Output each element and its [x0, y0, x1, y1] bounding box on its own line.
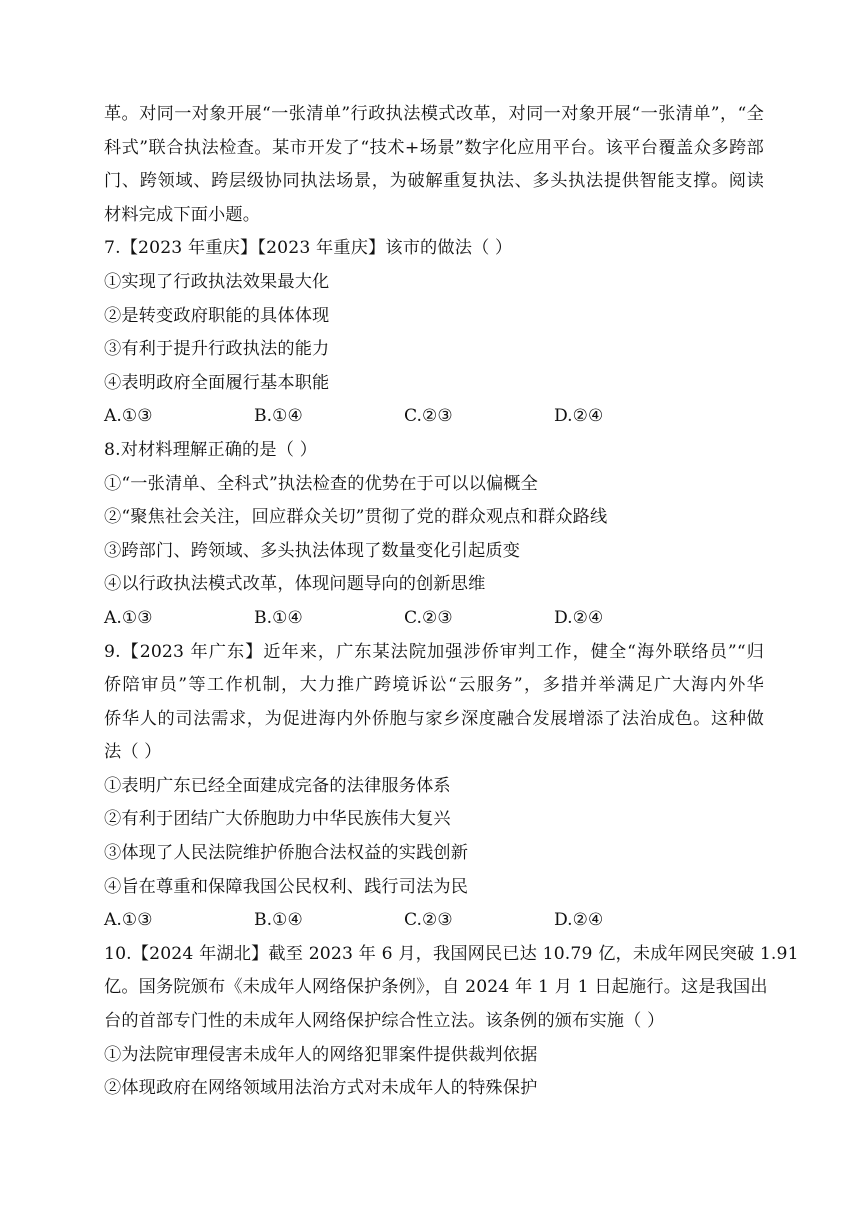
statement-item: ④以行政执法模式改革，体现问题导向的创新思维 — [104, 574, 486, 595]
question-stem: 侨华人的司法需求，为促进海内外侨胞与家乡深度融合发展增添了法治成色。这种做 — [104, 708, 764, 729]
answer-option: D.②④ — [554, 607, 604, 628]
answer-option: D.②④ — [554, 910, 604, 931]
question-stem: 8.对材料理解正确的是（ ） — [104, 439, 318, 460]
statement-item: ②有利于团结广大侨胞助力中华民族伟大复兴 — [104, 809, 451, 830]
answer-options — [104, 602, 764, 636]
question-stem: 9.【2023 年广东】近年来，广东某法院加强涉侨审判工作，健全“海外联络员”“归 — [104, 641, 764, 662]
question-stem: 10.【2024 年湖北】截至 2023 年 6 月，我国网民已达 10.79 亿，未成年网民突破 1.91 — [104, 943, 799, 964]
statement-item: ③跨部门、跨领域、多头执法体现了数量变化引起质变 — [104, 540, 521, 561]
statement-item: ①为法院审理侵害未成年人的网络犯罪案件提供裁判依据 — [104, 1044, 538, 1065]
statement-item: ④表明政府全面履行基本职能 — [104, 372, 330, 393]
statement-item: ②体现政府在网络领域用法治方式对未成年人的特殊保护 — [104, 1078, 538, 1099]
question-stem: 亿。国务院颁布《未成年人网络保护条例》，自 2024 年 1 月 1 日起施行。这是我国出 — [104, 977, 768, 998]
statement-item: ②“聚焦社会关注，回应群众关切”贯彻了党的群众观点和群众路线 — [104, 507, 608, 528]
answer-option: B.①④ — [254, 910, 303, 931]
passage-line: 革。对同一对象开展“一张清单”行政执法模式改革，对同一对象开展“一张清单”，“全 — [104, 104, 764, 124]
passage-line: 门、跨领域、跨层级协同执法场景，为破解重复执法、多头执法提供智能支撑。阅读 — [104, 171, 764, 192]
answer-option: A.①③ — [104, 607, 153, 628]
question-stem: 7.【2023 年重庆】【2023 年重庆】该市的做法（ ） — [104, 238, 513, 259]
answer-option: C.②③ — [404, 406, 453, 427]
statement-item: ①实现了行政执法效果最大化 — [104, 271, 330, 292]
statement-item: ②是转变政府职能的具体体现 — [104, 305, 330, 326]
answer-option: C.②③ — [404, 607, 453, 628]
question-stem: 侨陪审员”等工作机制，大力推广跨境诉讼“云服务”，多措并举满足广大海内外华 — [104, 675, 764, 696]
statement-item: ①表明广东已经全面建成完备的法律服务体系 — [104, 775, 451, 796]
passage-line: 科式”联合执法检查。某市开发了“技术+场景”数字化应用平台。该平台覆盖众多跨部 — [104, 137, 764, 158]
statement-item: ④旨在尊重和保障我国公民权利、践行司法为民 — [104, 876, 469, 897]
answer-option: C.②③ — [404, 910, 453, 931]
answer-options — [104, 400, 764, 434]
answer-option: A.①③ — [104, 910, 153, 931]
statement-item: ①“一张清单、全科式”执法检查的优势在于可以以偏概全 — [104, 473, 538, 494]
passage-line: 材料完成下面小题。 — [104, 204, 261, 225]
answer-option: B.①④ — [254, 406, 303, 427]
statement-item: ③体现了人民法院维护侨胞合法权益的实践创新 — [104, 843, 469, 864]
answer-option: D.②④ — [554, 406, 604, 427]
question-stem: 法（ ） — [104, 742, 162, 763]
document-content — [104, 98, 799, 1106]
answer-option: A.①③ — [104, 406, 153, 427]
question-stem: 台的首部专门性的未成年人网络保护综合性立法。该条例的颁布实施（ ） — [104, 1011, 665, 1032]
answer-options — [104, 904, 764, 938]
statement-item: ③有利于提升行政执法的能力 — [104, 339, 330, 360]
answer-option: B.①④ — [254, 607, 303, 628]
